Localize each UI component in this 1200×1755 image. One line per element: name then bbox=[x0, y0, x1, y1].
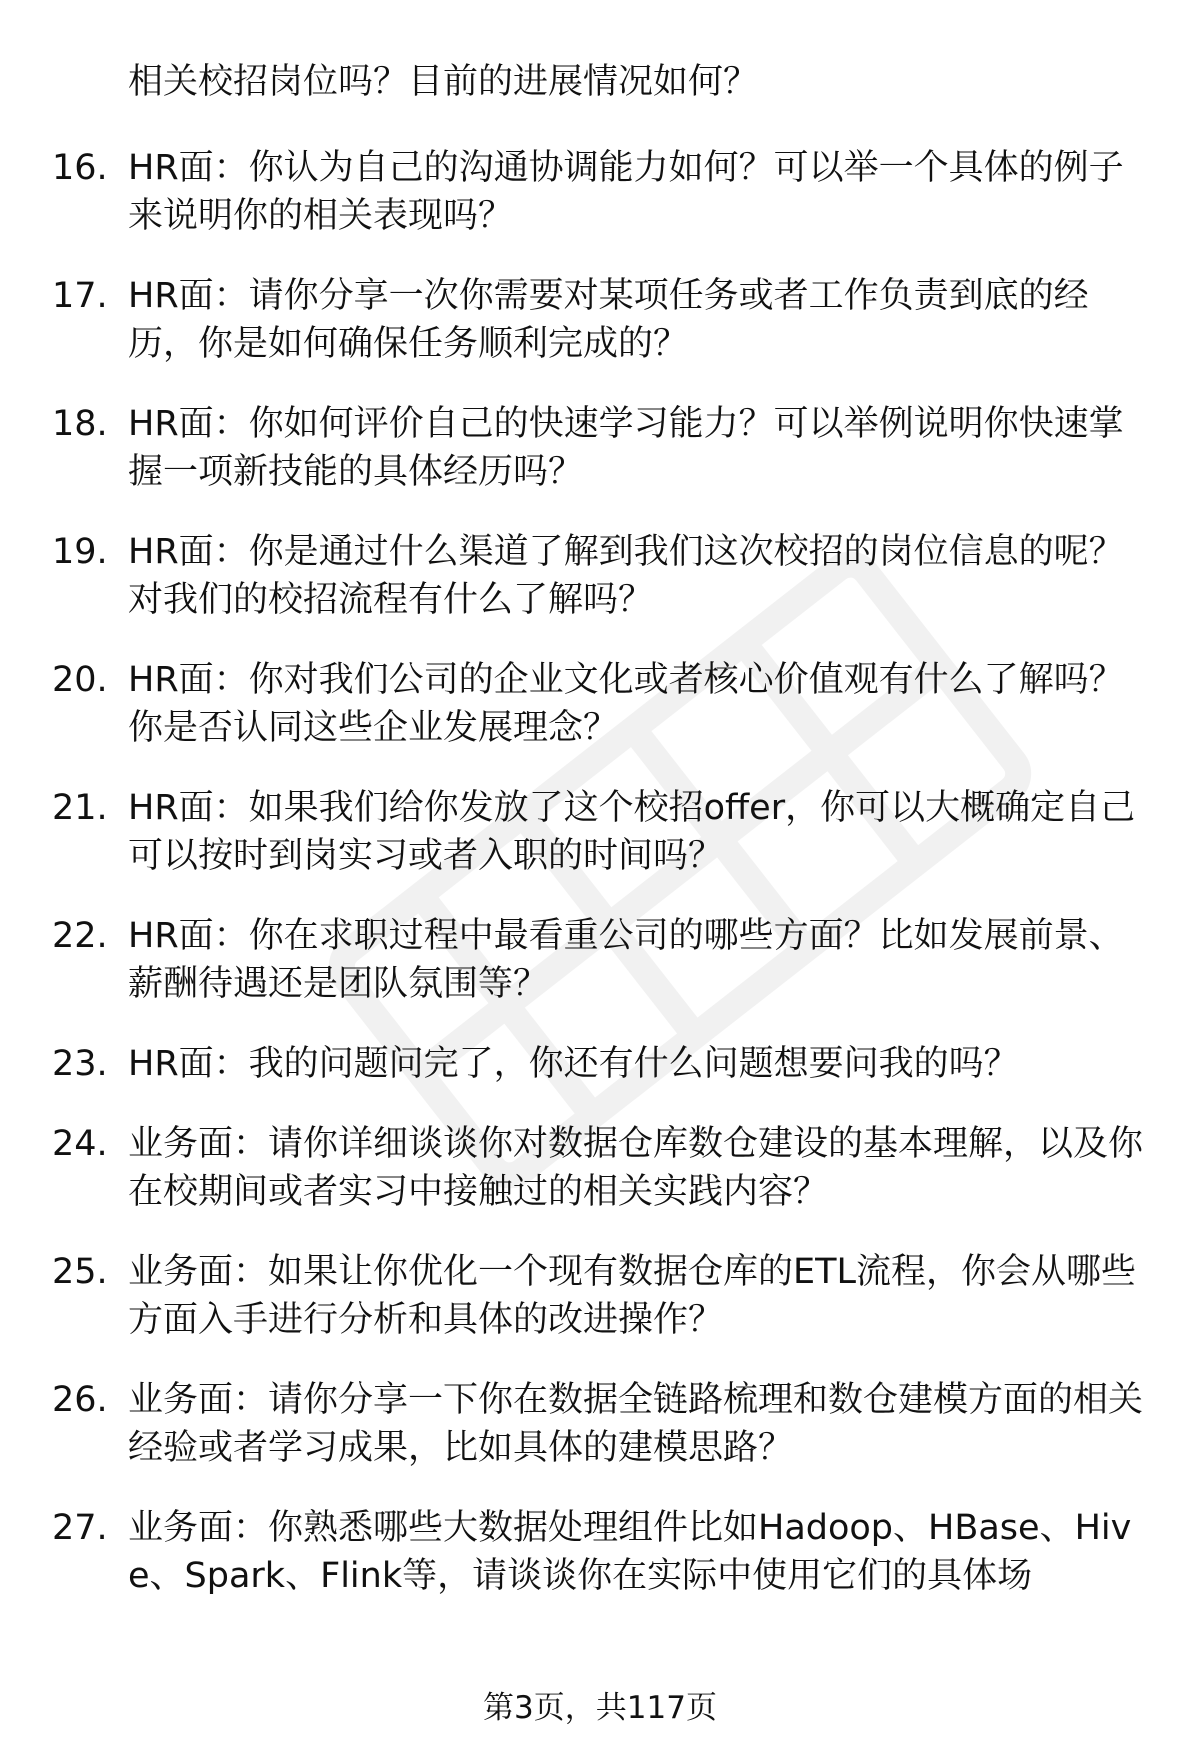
question-text: 业务面：请你分享一下你在数据全链路梳理和数仓建模方面的相关经验或者学习成果，比如具体的建模思路？ bbox=[128, 1380, 1144, 1468]
question-list bbox=[0, 144, 1200, 1632]
question-number: 27. bbox=[52, 1508, 108, 1548]
question-text: HR面：我的问题问完了，你还有什么问题想要问我的吗？ bbox=[128, 1044, 1019, 1084]
question-number: 22. bbox=[52, 916, 108, 956]
question-text: HR面：你在求职过程中最看重公司的哪些方面？比如发展前景、薪酬待遇还是团队氛围等？ bbox=[128, 916, 1124, 1004]
question-text: HR面：你是通过什么渠道了解到我们这次校招的岗位信息的呢？对我们的校招流程有什么了解吗？ bbox=[128, 532, 1124, 620]
question-text: HR面：你如何评价自己的快速学习能力？可以举例说明你快速掌握一项新技能的具体经历吗？ bbox=[128, 404, 1124, 492]
list-item bbox=[0, 1376, 1200, 1472]
question-number: 19. bbox=[52, 532, 108, 572]
question-text: 业务面：请你详细谈谈你对数据仓库数仓建设的基本理解，以及你在校期间或者实习中接触过的相关实践内容？ bbox=[128, 1124, 1144, 1212]
list-item bbox=[0, 400, 1200, 496]
page-footer: 第3页，共117页 bbox=[483, 1690, 717, 1726]
question-number: 16. bbox=[52, 148, 108, 188]
list-item bbox=[0, 1248, 1200, 1344]
list-item bbox=[0, 1120, 1200, 1216]
list-item bbox=[0, 144, 1200, 240]
question-text: HR面：你认为自己的沟通协调能力如何？可以举一个具体的例子来说明你的相关表现吗？ bbox=[128, 148, 1124, 236]
question-text: 业务面：如果让你优化一个现有数据仓库的ETL流程，你会从哪些方面入手进行分析和具体的改进操作？ bbox=[128, 1252, 1136, 1340]
question-text: HR面：请你分享一次你需要对某项任务或者工作负责到底的经历，你是如何确保任务顺利完成的？ bbox=[128, 276, 1089, 364]
list-item bbox=[0, 1040, 1200, 1088]
question-number: 25. bbox=[52, 1252, 108, 1292]
question-number: 20. bbox=[52, 660, 108, 700]
list-item bbox=[0, 656, 1200, 752]
question-text: 业务面：你熟悉哪些大数据处理组件比如Hadoop、HBase、Hive、Spark、Flink等，请谈谈你在实际中使用它们的具体场 bbox=[128, 1508, 1132, 1596]
question-number: 18. bbox=[52, 404, 108, 444]
list-item bbox=[0, 528, 1200, 624]
question-number: 21. bbox=[52, 788, 108, 828]
continuation-text: 相关校招岗位吗？目前的进展情况如何？ bbox=[128, 62, 759, 102]
list-item bbox=[0, 784, 1200, 880]
list-item bbox=[0, 1504, 1200, 1600]
list-item bbox=[0, 272, 1200, 368]
question-text: HR面：你对我们公司的企业文化或者核心价值观有什么了解吗？你是否认同这些企业发展理念？ bbox=[128, 660, 1124, 748]
question-number: 17. bbox=[52, 276, 108, 316]
question-number: 24. bbox=[52, 1124, 108, 1164]
question-text: HR面：如果我们给你发放了这个校招offer，你可以大概确定自己可以按时到岗实习或者入职的时间吗？ bbox=[128, 788, 1136, 876]
question-number: 26. bbox=[52, 1380, 108, 1420]
question-number: 23. bbox=[52, 1044, 108, 1084]
list-item bbox=[0, 912, 1200, 1008]
